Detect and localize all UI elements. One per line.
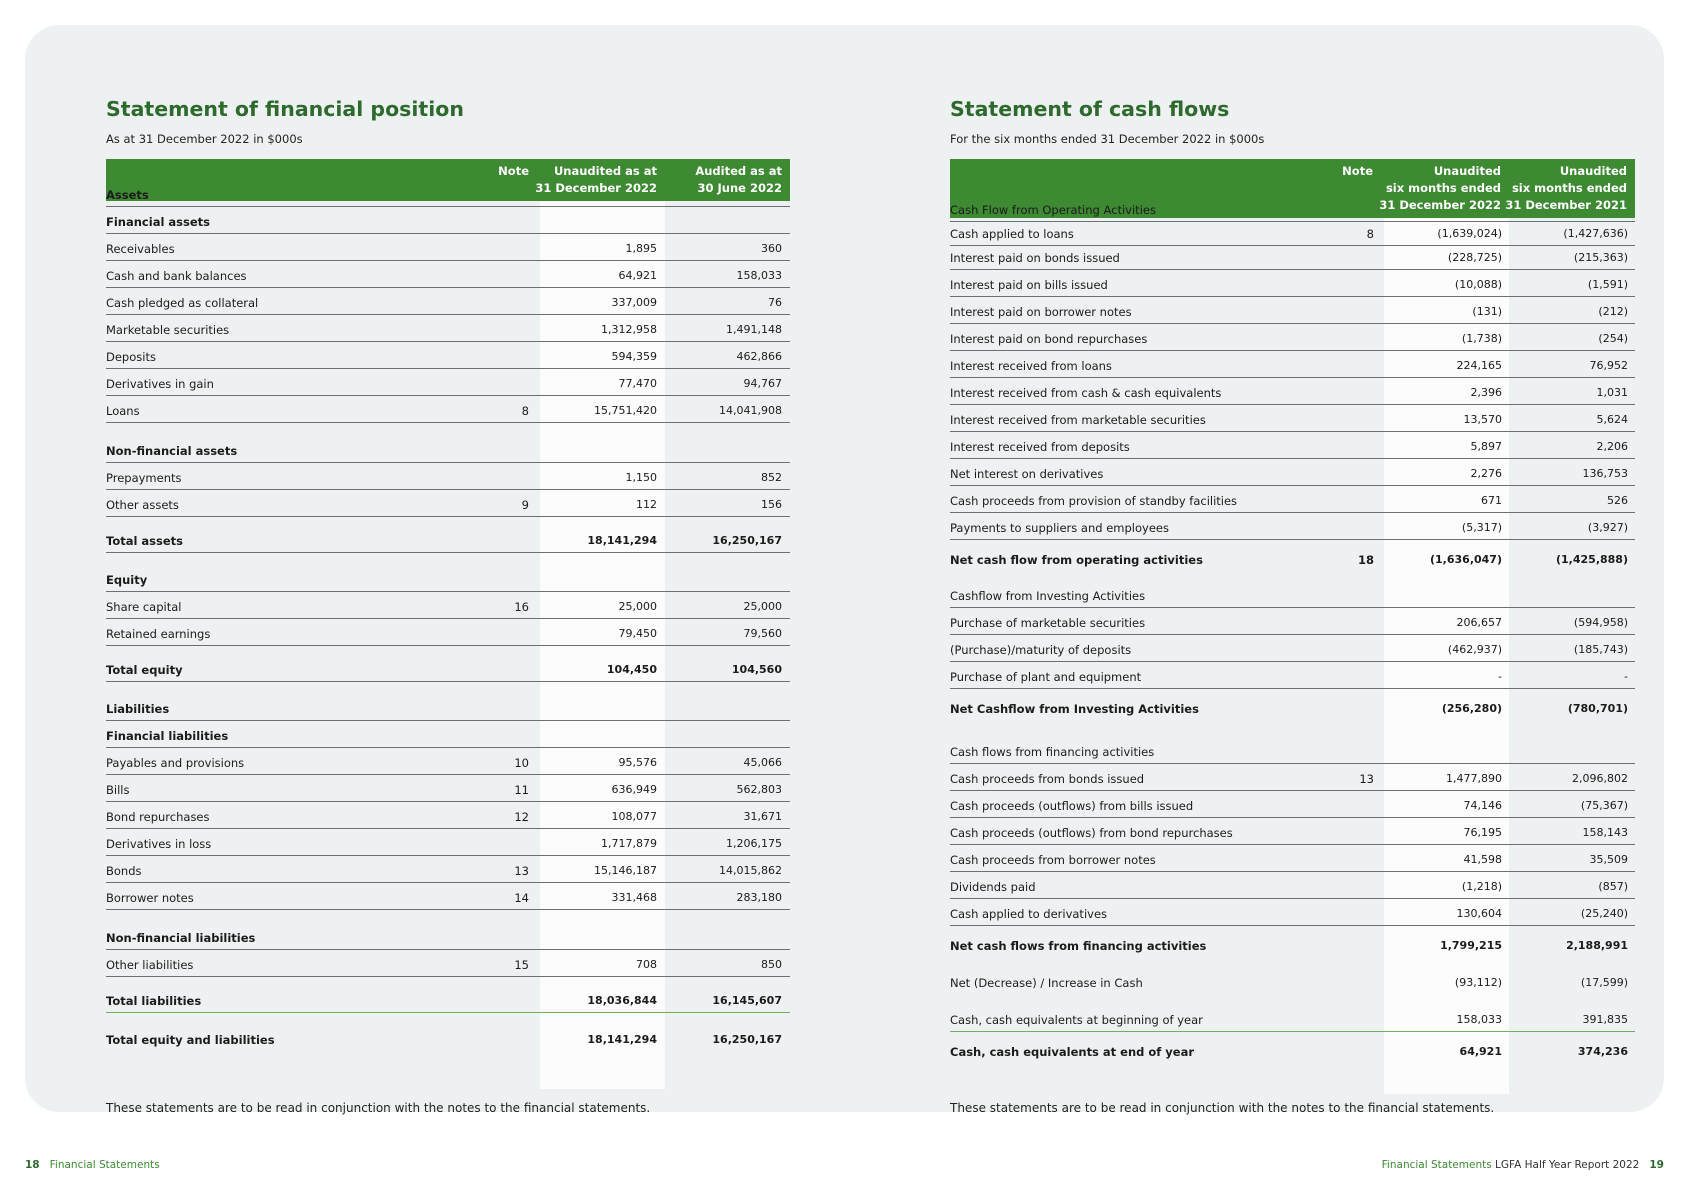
total-row	[106, 987, 790, 1013]
row-label: Bonds	[106, 864, 142, 878]
row-value-prior: 25,000	[743, 600, 782, 613]
row-value-current: 1,799,215	[1440, 939, 1502, 952]
table-row	[950, 636, 1635, 662]
row-label: Bond repurchases	[106, 810, 210, 824]
table-row	[950, 487, 1635, 513]
row-value-current: (93,112)	[1454, 976, 1502, 989]
row-note: 16	[514, 600, 529, 614]
row-label: Derivatives in gain	[106, 377, 214, 391]
section-heading-row	[106, 181, 790, 207]
row-value-current: 636,949	[611, 783, 657, 796]
table-row	[106, 749, 790, 775]
table-row	[950, 271, 1635, 297]
row-label: Total assets	[106, 534, 184, 548]
table-row	[106, 620, 790, 646]
row-value-current: 15,751,420	[594, 404, 657, 417]
row-value-prior: 76,952	[1589, 359, 1628, 372]
row-value-prior: 14,015,862	[719, 864, 782, 877]
table-row	[106, 951, 790, 977]
total-row	[106, 527, 790, 553]
row-label: Net interest on derivatives	[950, 467, 1104, 481]
row-value-prior: 2,206	[1596, 440, 1628, 453]
row-label: Interest received from deposits	[950, 440, 1130, 454]
row-value-prior: (212)	[1598, 305, 1628, 318]
row-value-current: 18,141,294	[587, 1033, 657, 1046]
page-number: 18	[25, 1159, 40, 1171]
row-label: Purchase of marketable securities	[950, 616, 1146, 630]
row-label: Liabilities	[106, 702, 170, 716]
total-row	[950, 1038, 1635, 1063]
row-value-current: 25,000	[618, 600, 657, 613]
statement-title: Statement of cash flows	[950, 97, 1230, 121]
row-note: 11	[514, 783, 529, 797]
row-value-current: 5,897	[1470, 440, 1502, 453]
row-label: Dividends paid	[950, 880, 1036, 894]
row-value-current: (131)	[1472, 305, 1502, 318]
row-note: 18	[1357, 553, 1374, 567]
row-label: Cash proceeds (outflows) from bond repurchases	[950, 826, 1233, 840]
row-value-prior: 850	[761, 958, 782, 971]
row-label: Non-financial liabilities	[106, 931, 256, 945]
table-row	[950, 406, 1635, 432]
row-label: Cash proceeds from borrower notes	[950, 853, 1156, 867]
row-label: Interest paid on borrower notes	[950, 305, 1132, 319]
row-value-current: (228,725)	[1447, 251, 1502, 264]
section-heading-row	[106, 566, 790, 592]
statement-subtitle: As at 31 December 2022 in $000s	[106, 132, 303, 146]
header-unaudited: Unaudited as at 31 December 2022	[535, 164, 657, 195]
table-row	[106, 262, 790, 288]
row-note: 14	[514, 891, 529, 905]
table-row	[106, 776, 790, 802]
table-row	[950, 765, 1635, 791]
table-row	[950, 663, 1635, 689]
row-label: Cash proceeds (outflows) from bills issued	[950, 799, 1194, 813]
row-note: 8	[521, 404, 529, 418]
page-panel	[25, 25, 1664, 1115]
row-label: Payments to suppliers and employees	[950, 521, 1169, 535]
row-value-prior: 526	[1607, 494, 1628, 507]
row-value-prior: 94,767	[743, 377, 782, 390]
row-value-prior: 391,835	[1582, 1013, 1628, 1026]
table-row	[950, 900, 1635, 926]
row-value-current: 18,141,294	[587, 534, 657, 547]
table-row	[950, 582, 1635, 608]
row-label: Interest paid on bonds issued	[950, 251, 1120, 265]
row-value-current: 77,470	[618, 377, 657, 390]
row-value-current: 18,036,844	[587, 994, 657, 1007]
row-label: Cash applied to derivatives	[950, 907, 1108, 921]
row-value-current: (1,218)	[1461, 880, 1502, 893]
row-value-prior: (17,599)	[1580, 976, 1628, 989]
header-audited: Audited as at 30 June 2022	[695, 164, 782, 195]
footnote: These statements are to be read in conjunction with the notes to the financial statements.	[106, 1101, 651, 1115]
row-value-current: 1,895	[625, 242, 657, 255]
row-label: Deposits	[106, 350, 156, 364]
row-label: Cashflow from Investing Activities	[950, 589, 1146, 603]
row-label: Cash and bank balances	[106, 269, 247, 283]
table-row	[950, 244, 1635, 270]
row-value-prior: 45,066	[743, 756, 782, 769]
table-row	[950, 433, 1635, 459]
row-value-prior: 16,250,167	[712, 534, 782, 547]
row-value-prior: (1,591)	[1587, 278, 1628, 291]
row-note: 15	[514, 958, 529, 972]
table-row	[950, 352, 1635, 378]
row-value-prior: 79,560	[743, 627, 782, 640]
row-value-prior: (215,363)	[1573, 251, 1628, 264]
row-note: 12	[514, 810, 529, 824]
row-label: Other assets	[106, 498, 179, 512]
table-row	[106, 491, 790, 517]
row-value-prior: (25,240)	[1580, 907, 1628, 920]
row-value-prior: 462,866	[736, 350, 782, 363]
table-row	[950, 514, 1635, 540]
row-value-current: (256,280)	[1441, 702, 1502, 715]
row-value-prior: (594,958)	[1573, 616, 1628, 629]
row-value-prior: 852	[761, 471, 782, 484]
row-value-current: 1,717,879	[601, 837, 657, 850]
row-value-current: 206,657	[1456, 616, 1502, 629]
row-value-current: (1,639,024)	[1437, 227, 1502, 240]
row-label: Cash, cash equivalents at beginning of year	[950, 1013, 1203, 1027]
row-value-current: 1,477,890	[1446, 772, 1502, 785]
row-value-prior: 5,624	[1596, 413, 1628, 426]
table-row	[106, 343, 790, 369]
row-value-current: 158,033	[1456, 1013, 1502, 1026]
row-value-prior: (857)	[1598, 880, 1628, 893]
page-footer-right	[1382, 1159, 1664, 1171]
row-label: Retained earnings	[106, 627, 211, 641]
row-value-current: 64,921	[1459, 1045, 1502, 1058]
table-row	[950, 738, 1635, 764]
row-value-current: 708	[636, 958, 657, 971]
row-value-current: 79,450	[618, 627, 657, 640]
table-row	[106, 370, 790, 396]
total-row	[106, 656, 790, 682]
table-row	[106, 803, 790, 829]
table-row	[106, 857, 790, 883]
row-label: Cash, cash equivalents at end of year	[950, 1045, 1195, 1059]
header-note: Note	[1342, 164, 1373, 178]
row-value-prior: (1,427,636)	[1563, 227, 1628, 240]
row-label: Net cash flow from operating activities	[950, 553, 1203, 567]
section-heading-row	[106, 437, 790, 463]
table-row	[950, 220, 1635, 246]
row-value-current: 2,276	[1470, 467, 1502, 480]
section-heading-row	[106, 208, 790, 234]
row-note: 13	[514, 864, 529, 878]
table-row	[106, 464, 790, 490]
row-value-prior: 374,236	[1577, 1045, 1628, 1058]
table-row	[106, 316, 790, 342]
section-heading-row	[106, 722, 790, 748]
statement-subtitle: For the six months ended 31 December 2022 in $000s	[950, 132, 1265, 146]
row-value-current: 76,195	[1463, 826, 1502, 839]
row-value-prior: 2,188,991	[1566, 939, 1628, 952]
row-label: Total equity and liabilities	[106, 1033, 275, 1047]
row-value-current: 2,396	[1470, 386, 1502, 399]
row-value-prior: 158,033	[736, 269, 782, 282]
table-row	[950, 819, 1635, 845]
row-value-current: 594,359	[611, 350, 657, 363]
row-value-prior: 76	[768, 296, 782, 309]
row-value-prior: (3,927)	[1587, 521, 1628, 534]
row-label: Borrower notes	[106, 891, 194, 905]
row-label: Purchase of plant and equipment	[950, 670, 1142, 684]
table-row	[106, 235, 790, 261]
row-value-prior: 16,145,607	[712, 994, 782, 1007]
total-row	[950, 546, 1635, 571]
table-row	[950, 873, 1635, 899]
row-label: Assets	[106, 188, 149, 202]
row-label: Other liabilities	[106, 958, 194, 972]
row-value-current: (462,937)	[1447, 643, 1502, 656]
row-value-prior: 14,041,908	[719, 404, 782, 417]
row-label: Cash flows from financing activities	[950, 745, 1155, 759]
row-value-prior: 1,031	[1596, 386, 1628, 399]
row-note: 13	[1359, 772, 1374, 786]
table-row	[106, 289, 790, 315]
row-value-current: 15,146,187	[594, 864, 657, 877]
table-row	[950, 460, 1635, 486]
row-label: Net Cashflow from Investing Activities	[950, 702, 1199, 716]
row-note: 8	[1366, 227, 1374, 241]
page-footer-left	[25, 1159, 160, 1171]
row-value-current: 1,150	[625, 471, 657, 484]
table-row	[950, 379, 1635, 405]
table-row	[106, 884, 790, 910]
total-row	[950, 932, 1635, 957]
row-value-current: (5,317)	[1461, 521, 1502, 534]
row-value-current: 671	[1481, 494, 1502, 507]
row-label: Derivatives in loss	[106, 837, 212, 851]
table-row	[950, 1006, 1635, 1032]
row-value-current: 108,077	[611, 810, 657, 823]
header-note: Note	[498, 164, 529, 178]
row-label: Share capital	[106, 600, 182, 614]
row-value-current: 130,604	[1456, 907, 1502, 920]
section-heading-row	[106, 695, 790, 721]
row-value-current: 1,312,958	[601, 323, 657, 336]
row-label: Interest received from marketable securities	[950, 413, 1206, 427]
row-label: Bills	[106, 783, 130, 797]
row-label: Cash proceeds from provision of standby facilities	[950, 494, 1238, 508]
row-value-current: 224,165	[1456, 359, 1502, 372]
row-label: (Purchase)/maturity of deposits	[950, 643, 1132, 657]
section-heading-row	[106, 924, 790, 950]
row-label: Cash pledged as collateral	[106, 296, 259, 310]
row-value-prior: 31,671	[743, 810, 782, 823]
total-row	[106, 1026, 790, 1051]
row-label: Interest received from loans	[950, 359, 1112, 373]
footnote: These statements are to be read in conjunction with the notes to the financial statements.	[950, 1101, 1495, 1115]
row-value-prior: 156	[761, 498, 782, 511]
row-value-prior: 136,753	[1582, 467, 1628, 480]
row-value-current: 331,468	[611, 891, 657, 904]
row-value-prior: 104,560	[731, 663, 782, 676]
table-row	[950, 196, 1635, 222]
row-value-prior: 2,096,802	[1572, 772, 1628, 785]
table-row	[950, 969, 1635, 994]
table-row	[106, 830, 790, 856]
row-value-prior: (185,743)	[1573, 643, 1628, 656]
row-label: Financial assets	[106, 215, 210, 229]
row-label: Loans	[106, 404, 140, 418]
row-value-prior: -	[1624, 670, 1628, 683]
header-unaudited-2021: Unaudited six months ended 31 December 2021	[1505, 164, 1627, 212]
row-value-current: 64,921	[618, 269, 657, 282]
row-value-prior: 158,143	[1582, 826, 1628, 839]
row-value-current: -	[1498, 670, 1502, 683]
row-label: Payables and provisions	[106, 756, 245, 770]
row-note: 9	[521, 498, 529, 512]
row-label: Interest paid on bills issued	[950, 278, 1108, 292]
row-label: Cash Flow from Operating Activities	[950, 203, 1156, 217]
row-label: Equity	[106, 573, 148, 587]
total-row	[950, 695, 1635, 720]
row-label: Interest received from cash & cash equivalents	[950, 386, 1222, 400]
row-value-current: 13,570	[1463, 413, 1502, 426]
row-label: Total equity	[106, 663, 183, 677]
table-row	[106, 397, 790, 423]
table-row	[950, 846, 1635, 872]
row-value-prior: (75,367)	[1580, 799, 1628, 812]
row-note: 10	[514, 756, 529, 770]
page-number: 19	[1649, 1159, 1664, 1171]
row-label: Financial liabilities	[106, 729, 229, 743]
row-value-prior: 16,250,167	[712, 1033, 782, 1046]
row-value-current: 112	[636, 498, 657, 511]
row-label: Non-financial assets	[106, 444, 238, 458]
row-label: Marketable securities	[106, 323, 230, 337]
row-label: Receivables	[106, 242, 175, 256]
row-value-current: 95,576	[618, 756, 657, 769]
row-value-prior: 35,509	[1589, 853, 1628, 866]
row-label: Total liabilities	[106, 994, 202, 1008]
row-value-current: 104,450	[606, 663, 657, 676]
row-value-current: 41,598	[1463, 853, 1502, 866]
row-label: Prepayments	[106, 471, 182, 485]
section-label: Financial Statements	[49, 1159, 160, 1171]
row-label: Net (Decrease) / Increase in Cash	[950, 976, 1143, 990]
section-label: Financial Statements	[1381, 1159, 1492, 1171]
row-label: Interest paid on bond repurchases	[950, 332, 1148, 346]
row-value-current: (1,738)	[1461, 332, 1502, 345]
row-value-current: (1,636,047)	[1430, 553, 1502, 566]
table-row	[106, 593, 790, 619]
row-value-current: 337,009	[611, 296, 657, 309]
row-value-prior: 562,803	[736, 783, 782, 796]
row-value-prior: 283,180	[736, 891, 782, 904]
row-value-current: 74,146	[1463, 799, 1502, 812]
row-label: Cash applied to loans	[950, 227, 1074, 241]
row-label: Net cash flows from financing activities	[950, 939, 1207, 953]
table-row	[950, 609, 1635, 635]
table-row	[950, 298, 1635, 324]
row-value-prior: 1,491,148	[726, 323, 782, 336]
row-label: Cash proceeds from bonds issued	[950, 772, 1145, 786]
row-value-current: (10,088)	[1454, 278, 1502, 291]
statement-title: Statement of financial position	[106, 97, 464, 121]
row-value-prior: (780,701)	[1567, 702, 1628, 715]
report-label: LGFA Half Year Report 2022	[1495, 1159, 1640, 1171]
row-value-prior: 360	[761, 242, 782, 255]
row-value-prior: 1,206,175	[726, 837, 782, 850]
row-value-prior: (1,425,888)	[1556, 553, 1628, 566]
table-row	[950, 325, 1635, 351]
table-row	[950, 792, 1635, 818]
row-value-prior: (254)	[1598, 332, 1628, 345]
header-unaudited-2022: Unaudited six months ended 31 December 2022	[1379, 164, 1501, 212]
